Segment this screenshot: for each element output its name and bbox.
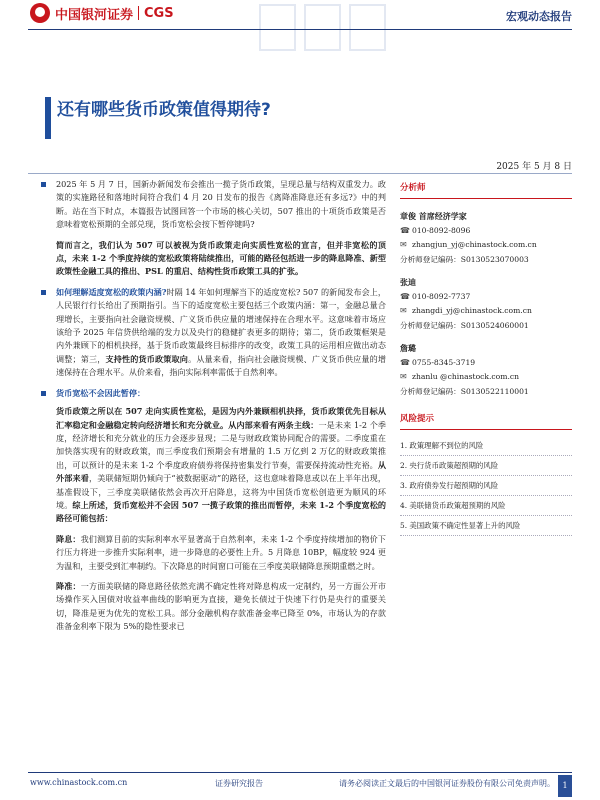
phone-icon: ☎ — [400, 292, 410, 301]
phone-icon: ☎ — [400, 226, 410, 235]
risk-item: 4. 美联储货币政策超预期的风险 — [400, 496, 572, 516]
risk-item: 1. 政策理解不到位的风险 — [400, 436, 572, 456]
logo-divider — [138, 6, 139, 20]
rate-cut-label: 降息： — [56, 533, 81, 544]
rate-cut-paragraph — [56, 533, 386, 573]
intro-paragraph — [56, 178, 386, 232]
analyst-name: 章俊 首席经济学家 — [400, 211, 467, 221]
analyst-email-row — [400, 306, 572, 315]
analyst-reg-code: 分析师登记编码：S0130524060001 — [400, 321, 529, 330]
analyst-reg-row — [400, 386, 572, 397]
watermark-graphic — [250, 0, 390, 55]
rrr-cut-text: 一方面美联储的降息路径依然充满不确定性将对降息构成一定制约，另一方面公开市场操作买入国债对收益率曲线的影响更为直接，避免长债过于快速下行仍是央行的重要关切，降准是更为优先的宽松工具。部分金融机构存款准备金率已降至 0%，市场认为的存款准备金利率下限为 5%的隐性要求已 — [56, 580, 386, 632]
easing-text: 一是未来 1-2 个季度，经济增长和充分就业的压力会逐步显现；二是与财政政策协同配合的需要。二季度重在加快落实现有的财政政策，而三季度我们预期会有增量的 1.5 万亿到 2 万亿的财政政策推出，可以预计的是未来 1-2 个季度政府债券将保持密集发行节奏，需要保持流动性充裕。 — [56, 419, 386, 470]
analyst-name: 张迪 — [400, 277, 416, 287]
email-icon: ✉ — [400, 240, 407, 249]
policy-connotation-tail: 。从量来看，指向社会融资规模、广义货币供应量的增速保持在合理水平。从价来看，指向实际利率需低于自然利率。 — [56, 353, 386, 378]
easing-paragraph — [56, 405, 386, 526]
easing-lead: 货币政策之所以在 507 走向实质性宽松，是因为内外兼顾相机抉择，货币政策优先目标从汇率稳定和金融稳定转向经济增长和充分就业。从内部来看有两条主线： — [56, 406, 386, 430]
report-title: 还有哪些货币政策值得期待? — [57, 100, 271, 120]
intro-text: 2025 年 5 月 7 日，国新办新闻发布会推出一揽子货币政策，呈现总量与结构双重发力。政策的实施路径和落地时间符合我们 4 月 20 日发布的报告《离降准降息还有多远?》中的判断。站在当下时点，本篇报告试图回答一个市场的核心关切，507 推出的十项货币政策是否意味着宽松预期的全部兑现，货币宽松会按下暂停键吗? — [56, 179, 386, 230]
analyst-card — [400, 211, 572, 265]
easing-not-pause-heading: 货币宽松不会因此暂停： — [56, 387, 386, 400]
phone-icon: ☎ — [400, 358, 410, 367]
risk-item: 5. 美国政策不确定性显著上升的风险 — [400, 516, 572, 536]
analyst-phone: 010-8092-7737 — [412, 292, 471, 301]
report-type-label: 宏观动态报告 — [506, 10, 572, 23]
analyst-email[interactable]: zhangjun_yj@chinastock.com.cn — [412, 240, 537, 249]
analyst-email[interactable]: zhanlu @chinastock.com.cn — [412, 372, 519, 381]
analyst-email-row — [400, 372, 572, 381]
analyst-phone: 010-8092-8096 — [412, 226, 471, 235]
analyst-phone: 0755-8345-3719 — [412, 358, 476, 367]
company-logo — [30, 3, 174, 23]
summary-paragraph: 简而言之，我们认为 507 可以被视为货币政策走向实质性宽松的宣言，但并非宽松的顶点，未来 1-2 个季度持续的宽松政策将陆续推出，可能的路径包括进一步的降息降准、新型政策性金融工具的推出、PSL 的重启、结构性货币政策工具的扩张。 — [56, 239, 386, 277]
report-date: 2025 年 5 月 8 日 — [496, 162, 572, 172]
easing-conclusion: 综上所述，货币宽松并不会因 507 一揽子政策的推出而暂停，未来 1-2 个季度宽松的路径可能包括： — [56, 499, 386, 524]
title-accent-bar — [45, 97, 51, 139]
rrr-cut-paragraph — [56, 580, 386, 634]
analyst-card — [400, 277, 572, 331]
analyst-phone-row — [400, 226, 572, 235]
easing-external-label: 从外部来看 — [56, 459, 386, 484]
footer-disclaimer: 请务必阅读正文最后的中国银河证券股份有限公司免责声明。 — [339, 779, 555, 788]
main-body — [56, 178, 386, 641]
analyst-phone-row — [400, 292, 572, 301]
policy-connotation-text: 时隔 14 年如何理解当下的适度宽松? 507 的新闻发布会上，人民银行行长给出了预期指引。当下的适度宽松主要包括三个政策内涵：第一，金融总量合理增长，主要指向社会融资规模、广义货币供应量的增速保持在合理水平。这意味着市场应该给予 2025 年信贷供给端的发力以及央行的稳健扩表更多的期待；第二，货币政策框架是内外兼顾下的相机抉择，基于货币政策最终目标排序的改变，政策工具的运用相应做出动态调整；第三， — [56, 286, 386, 364]
analyst-phone-row — [400, 358, 572, 367]
analyst-reg-row — [400, 254, 572, 265]
risk-list — [400, 436, 572, 536]
policy-connotation-heading: 如何理解适度宽松的政策内涵? — [56, 286, 167, 297]
analyst-reg-code: 分析师登记编码：S0130522110001 — [400, 387, 529, 396]
sidebar — [400, 178, 572, 536]
risk-item: 2. 央行货币政策超预期的风险 — [400, 456, 572, 476]
logo-mark-icon — [30, 3, 50, 23]
easing-external-text: ，美联储短期仍倾向于“被数据驱动”的路径，这也意味着降息或以在上半年出现，基准假设下，三季度美联储依然会再次开启降息，这将为中国货币宽松创造更为顺风的环境。 — [56, 473, 386, 510]
footer-divider — [28, 772, 572, 773]
analyst-section-heading: 分析师 — [400, 178, 572, 199]
logo-english-name: CGS — [144, 5, 174, 21]
policy-connotation-paragraph — [56, 286, 386, 380]
footer-website-link[interactable]: www.chinastock.com.cn — [30, 778, 128, 787]
email-icon: ✉ — [400, 372, 407, 381]
rate-cut-text: 我们测算目前的实际利率水平显著高于自然利率，未来 1-2 个季度持续增加的物价下行压力将进一步推升实际利率，进一步降息的必要性上升。5 月降息 10BP，幅度较 924 更为温和，主要受到汇率制约。下次降息的时间窗口可能在三季度美联储降息预期重燃之时。 — [56, 533, 386, 571]
risk-item: 3. 政府债券发行超预期的风险 — [400, 476, 572, 496]
analyst-reg-code: 分析师登记编码：S0130523070003 — [400, 255, 529, 264]
logo-chinese-name: 中国银河证券 — [55, 7, 134, 23]
rrr-cut-label: 降准： — [56, 580, 81, 591]
risk-section-heading: 风险提示 — [400, 409, 572, 430]
analyst-reg-row — [400, 320, 572, 331]
analyst-name: 詹璐 — [400, 343, 416, 353]
analyst-email-row — [400, 240, 572, 249]
analyst-card — [400, 343, 572, 397]
date-divider — [28, 173, 572, 174]
header-divider — [28, 29, 572, 30]
email-icon: ✉ — [400, 306, 407, 315]
footer-report-label: 证券研究报告 — [215, 779, 263, 788]
analyst-email[interactable]: zhangdi_yj@chinastock.com.cn — [412, 306, 532, 315]
page-number: 1 — [558, 775, 572, 797]
policy-connotation-strong: 支持性的货币政策取向 — [105, 353, 189, 364]
